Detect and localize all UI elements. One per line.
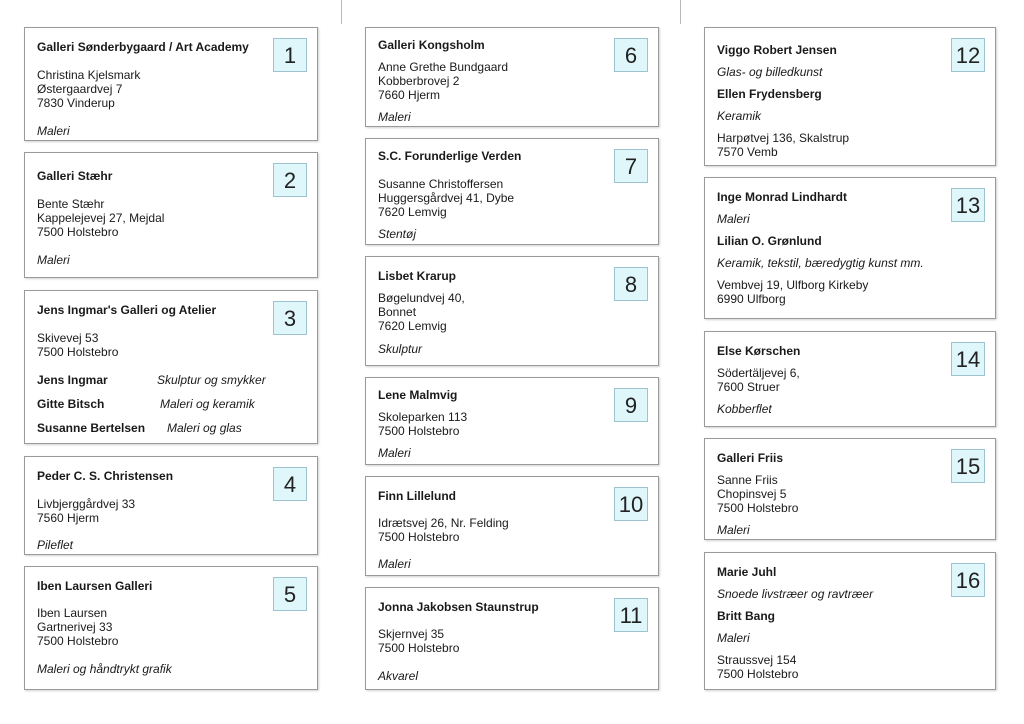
address-line: 7500 Holstebro (37, 345, 119, 359)
card-address (378, 627, 646, 655)
card-medium: Skulptur (378, 342, 423, 356)
card-second-title: Lilian O. Grønlund (717, 234, 822, 248)
card-number-badge: 12 (951, 38, 985, 72)
fold-mark-right (680, 0, 681, 24)
address-line: 7500 Holstebro (378, 424, 460, 438)
gallery-card-3 (24, 290, 318, 444)
card-address (37, 497, 305, 525)
card-title: Lene Malmvig (378, 388, 458, 402)
address-line: 7620 Lemvig (378, 319, 447, 333)
card-title: Iben Laursen Galleri (37, 579, 153, 593)
artist-medium: Skulptur og smykker (157, 373, 266, 387)
address-line: Livbjerggårdvej 33 (37, 497, 136, 511)
card-title: Galleri Sønderbygaard / Art Academy (37, 40, 249, 54)
card-address (378, 291, 646, 333)
gallery-card-6 (365, 27, 659, 127)
gallery-card-2 (24, 152, 318, 278)
address-line: 7500 Holstebro (37, 634, 119, 648)
address-line: 7500 Holstebro (378, 641, 460, 655)
address-line: Skivevej 53 (37, 331, 99, 345)
card-address (37, 197, 305, 239)
gallery-card-16 (704, 552, 996, 690)
card-second-subtitle: Maleri (717, 631, 750, 645)
card-number-badge: 4 (273, 467, 307, 501)
card-number-badge: 7 (614, 149, 648, 183)
card-address (717, 473, 983, 515)
card-number-badge: 1 (273, 38, 307, 72)
gallery-card-4 (24, 456, 318, 555)
card-medium: Maleri (378, 110, 411, 124)
card-title: Galleri Kongsholm (378, 38, 485, 52)
card-number-badge: 11 (614, 598, 648, 632)
card-address (37, 606, 305, 648)
card-address (378, 516, 646, 544)
address-line: Vembvej 19, Ulfborg Kirkeby (717, 278, 869, 292)
card-medium: Maleri (37, 124, 70, 138)
address-line: Kobberbrovej 2 (378, 74, 460, 88)
artist-name: Gitte Bitsch (37, 397, 105, 411)
card-title: Finn Lillelund (378, 489, 456, 503)
card-address (378, 60, 646, 102)
card-medium: Maleri og håndtrykt grafik (37, 662, 172, 676)
address-line: Bonnet (378, 305, 417, 319)
address-line: 7560 Hjerm (37, 511, 100, 525)
card-number-badge: 6 (614, 38, 648, 72)
address-line: Skjernvej 35 (378, 627, 445, 641)
artist-medium: Maleri og glas (167, 421, 242, 435)
address-line: Skoleparken 113 (378, 410, 468, 424)
card-number-badge: 2 (273, 163, 307, 197)
card-address (717, 131, 983, 159)
address-line: Chopinsvej 5 (717, 487, 787, 501)
gallery-card-5 (24, 566, 318, 690)
artist-medium: Maleri og keramik (160, 397, 255, 411)
card-second-subtitle: Keramik (717, 109, 762, 123)
address-line: Idrætsvej 26, Nr. Felding (378, 516, 509, 530)
gallery-card-15 (704, 438, 996, 540)
artist-name: Jens Ingmar (37, 373, 108, 387)
address-line: 7500 Holstebro (717, 667, 799, 681)
card-second-title: Ellen Frydensberg (717, 87, 822, 101)
artist-row (37, 421, 305, 435)
gallery-card-8 (365, 256, 659, 366)
gallery-card-13 (704, 177, 996, 319)
card-title: Galleri Stæhr (37, 169, 113, 183)
address-line: Straussvej 154 (717, 653, 797, 667)
card-address (378, 177, 646, 219)
card-number-badge: 16 (951, 563, 985, 597)
card-address (717, 278, 983, 306)
address-line: 7500 Holstebro (378, 530, 460, 544)
card-medium: Pileflet (37, 538, 74, 552)
address-line: 7500 Holstebro (37, 225, 119, 239)
address-line: 7570 Vemb (717, 145, 778, 159)
artist-row (37, 373, 305, 387)
card-number-badge: 9 (614, 388, 648, 422)
card-number-badge: 15 (951, 449, 985, 483)
card-second-title: Britt Bang (717, 609, 775, 623)
card-medium: Stentøj (378, 227, 417, 241)
address-line: Christina Kjelsmark (37, 68, 141, 82)
gallery-card-9 (365, 377, 659, 465)
address-line: Anne Grethe Bundgaard (378, 60, 509, 74)
gallery-card-1 (24, 27, 318, 141)
card-subtitle: Glas- og billedkunst (717, 65, 823, 79)
address-line: Harpøtvej 136, Skalstrup (717, 131, 850, 145)
gallery-card-12 (704, 27, 996, 166)
card-title: Viggo Robert Jensen (717, 43, 837, 57)
card-title: Else Kørschen (717, 344, 801, 358)
address-line: 7500 Holstebro (717, 501, 799, 515)
card-title: Jens Ingmar's Galleri og Atelier (37, 303, 217, 317)
address-line: 7830 Vinderup (37, 96, 115, 110)
card-title: Peder C. S. Christensen (37, 469, 174, 483)
gallery-card-10 (365, 476, 659, 576)
card-medium: Maleri (378, 446, 411, 460)
card-medium: Maleri (378, 557, 411, 571)
card-number-badge: 5 (273, 577, 307, 611)
address-line: Susanne Christoffersen (378, 177, 504, 191)
artist-row (37, 397, 305, 411)
address-line: Østergaardvej 7 (37, 82, 123, 96)
card-address (37, 331, 305, 359)
address-line: Bente Stæhr (37, 197, 105, 211)
card-title: Inge Monrad Lindhardt (717, 190, 847, 204)
card-second-subtitle: Keramik, tekstil, bæredygtig kunst mm. (717, 256, 924, 270)
address-line: Södertäljevej 6, (717, 366, 800, 380)
artist-name: Susanne Bertelsen (37, 421, 146, 435)
card-address (378, 410, 646, 438)
card-address (37, 68, 305, 110)
card-medium: Akvarel (378, 669, 419, 683)
address-line: 6990 Ulfborg (717, 292, 786, 306)
address-line: Kappelejevej 27, Mejdal (37, 211, 165, 225)
card-address (717, 653, 983, 681)
address-line: 7660 Hjerm (378, 88, 441, 102)
address-line: Sanne Friis (717, 473, 778, 487)
card-number-badge: 10 (614, 487, 648, 521)
address-line: Gartnerivej 33 (37, 620, 113, 634)
card-number-badge: 14 (951, 342, 985, 376)
address-line: 7620 Lemvig (378, 205, 447, 219)
card-title: S.C. Forunderlige Verden (378, 149, 522, 163)
card-medium: Maleri (717, 523, 750, 537)
card-number-badge: 13 (951, 188, 985, 222)
card-medium: Kobberflet (717, 402, 772, 416)
gallery-card-14 (704, 331, 996, 427)
card-address (717, 366, 983, 394)
card-title: Marie Juhl (717, 565, 777, 579)
address-line: Huggersgårdvej 41, Dybe (378, 191, 515, 205)
card-subtitle: Snoede livstræer og ravtræer (717, 587, 874, 601)
card-number-badge: 8 (614, 267, 648, 301)
gallery-card-11 (365, 587, 659, 690)
card-title: Lisbet Krarup (378, 269, 457, 283)
card-title: Galleri Friis (717, 451, 784, 465)
card-title: Jonna Jakobsen Staunstrup (378, 600, 539, 614)
fold-mark-left (341, 0, 342, 24)
address-line: Bøgelundvej 40, (378, 291, 465, 305)
address-line: 7600 Struer (717, 380, 780, 394)
address-line: Iben Laursen (37, 606, 108, 620)
gallery-card-7 (365, 138, 659, 245)
card-number-badge: 3 (273, 301, 307, 335)
card-subtitle: Maleri (717, 212, 750, 226)
card-medium: Maleri (37, 253, 70, 267)
